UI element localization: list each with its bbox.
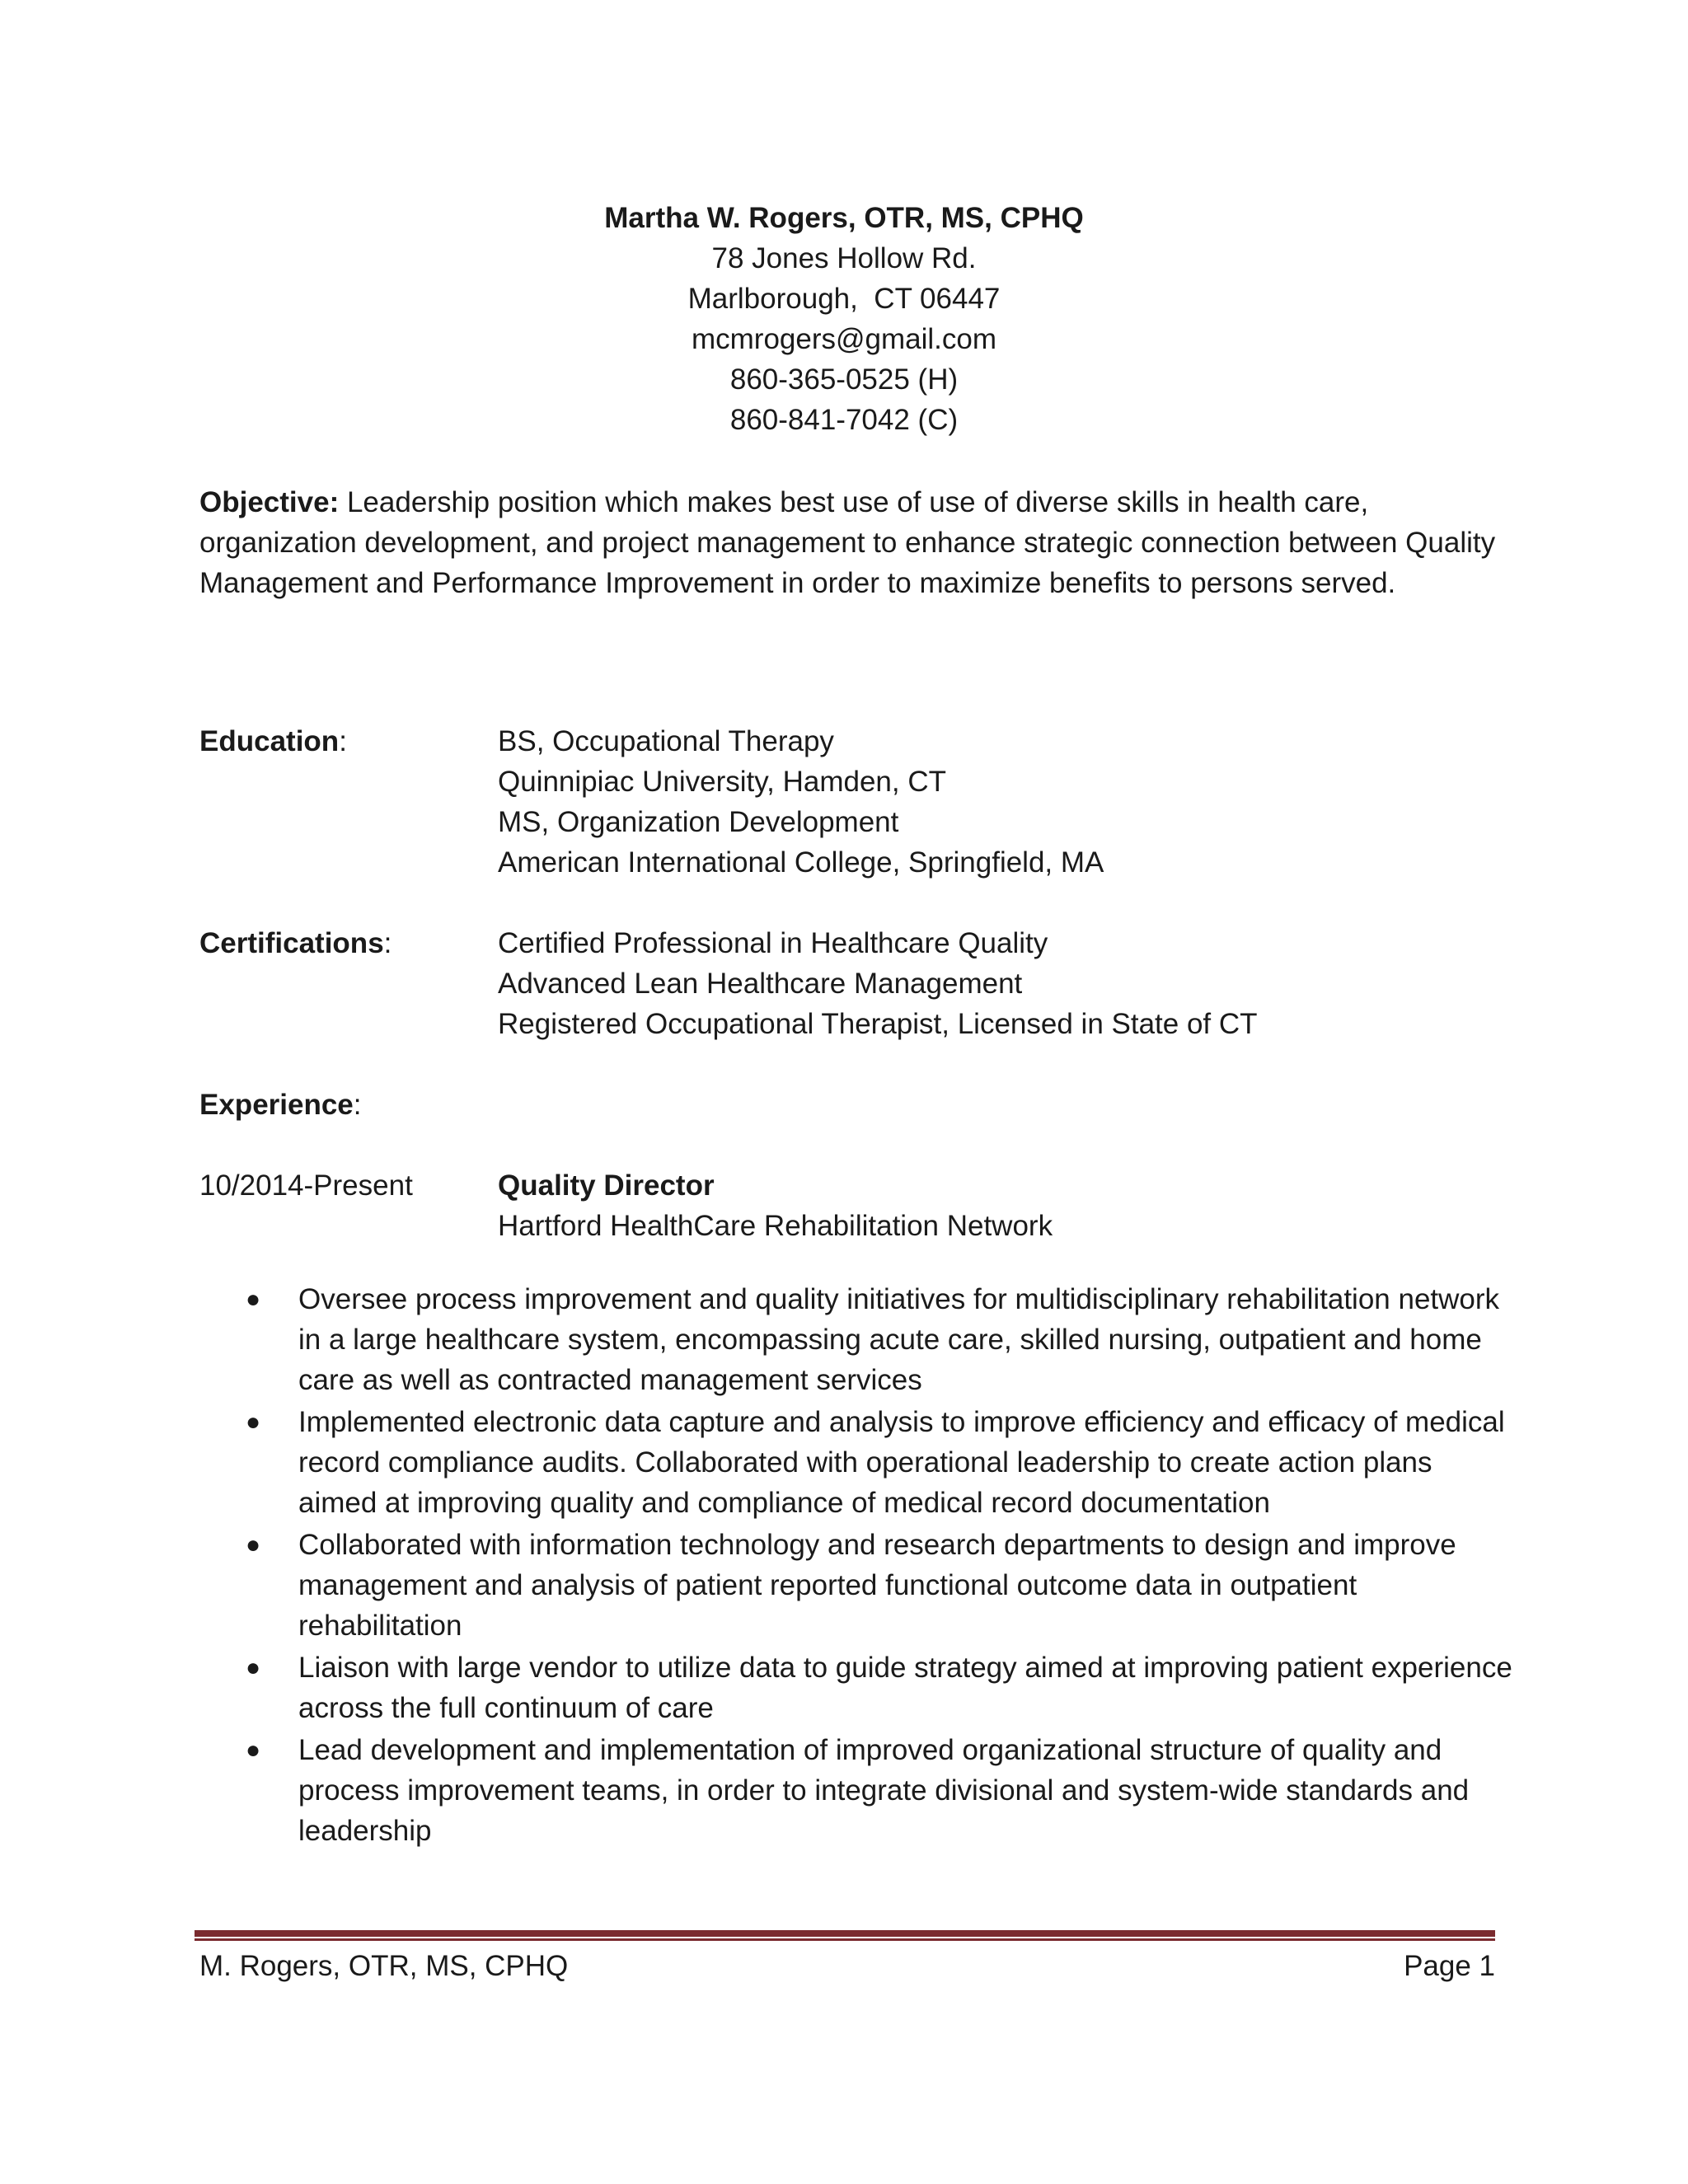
education-item: American International College, Springfield, MA — [498, 846, 1104, 879]
bullet-icon: ● — [246, 1531, 261, 1558]
objective-text: Leadership position which makes best use of use of diverse skills in health care, organization development, and project management to enhance strategic connection between Quality Management and Performance Improvement in order to maximize benefits to persons served. — [199, 486, 1496, 599]
education-item: MS, Organization Development — [498, 806, 899, 838]
list-item — [199, 1730, 1518, 1851]
job-employer: Hartford HealthCare Rehabilitation Network — [498, 1210, 1053, 1242]
certifications-heading — [199, 923, 392, 963]
candidate-name: Martha W. Rogers, OTR, MS, CPHQ — [604, 202, 1084, 234]
responsibility-text: Lead development and implementation of improved organizational structure of quality and process improvement teams, in order to integrate divisional and system-wide standards and leadership — [298, 1734, 1470, 1847]
responsibility-text: Collaborated with information technology and research departments to design and improve management and analysis of patient reported functional outcome data in outpatient rehabilitation — [298, 1529, 1456, 1642]
objective-section — [199, 482, 1498, 603]
footer-divider-thick — [195, 1930, 1495, 1937]
list-item — [199, 1647, 1518, 1728]
job-dates: 10/2014-Present — [199, 1169, 413, 1202]
bullet-icon: ● — [246, 1654, 261, 1681]
footer-divider-thin — [195, 1938, 1495, 1941]
objective-label: Objective: — [199, 486, 340, 518]
page-number: Page 1 — [1404, 1950, 1495, 1982]
certifications-colon: : — [383, 927, 392, 959]
job-title: Quality Director — [498, 1169, 715, 1202]
bullet-icon: ● — [246, 1286, 261, 1313]
list-item — [199, 1402, 1518, 1523]
responsibility-text: Implemented electronic data capture and analysis to improve efficiency and efficacy of medical record compliance audits. Collaborated with operational leadership to create action plans aimed at improving quality and compliance of medical record documentation — [298, 1406, 1505, 1519]
certification-item: Certified Professional in Healthcare Quality — [498, 927, 1048, 959]
list-item — [199, 1279, 1518, 1400]
bullet-icon: ● — [246, 1736, 261, 1764]
education-item: BS, Occupational Therapy — [498, 725, 834, 757]
email-address: mcmrogers@gmail.com — [691, 323, 997, 355]
responsibility-text: Liaison with large vendor to utilize data to guide strategy aimed at improving patient experience across the full continuum of care — [298, 1652, 1512, 1724]
education-item: Quinnipiac University, Hamden, CT — [498, 766, 946, 798]
education-heading — [199, 721, 347, 762]
job-details — [498, 1165, 1053, 1246]
cell-phone: 860-841-7042 (C) — [729, 404, 959, 436]
education-colon: : — [339, 725, 347, 757]
footer-divider — [195, 1930, 1495, 1941]
certifications-list — [498, 923, 1258, 1044]
street-address: 78 Jones Hollow Rd. — [711, 242, 977, 274]
education-section — [199, 721, 1518, 886]
certification-item: Advanced Lean Healthcare Management — [498, 968, 1023, 1000]
experience-colon: : — [353, 1089, 362, 1121]
certifications-label: Certifications — [199, 927, 384, 959]
job-responsibilities-list — [199, 1279, 1518, 1853]
job-entry — [199, 1165, 1518, 1248]
certification-item: Registered Occupational Therapist, Licensed in State of CT — [498, 1008, 1258, 1040]
experience-heading — [199, 1085, 362, 1125]
experience-label: Experience — [199, 1089, 354, 1121]
experience-section — [199, 1085, 1518, 1126]
home-phone: 860-365-0525 (H) — [729, 363, 959, 396]
certifications-section — [199, 923, 1518, 1047]
education-label: Education — [199, 725, 340, 757]
city-state-zip: Marlborough, CT 06447 — [687, 283, 1001, 315]
responsibility-text: Oversee process improvement and quality initiatives for multidisciplinary rehabilitation network in a large healthcare system, encompassing acute care, skilled nursing, outpatient and home care as well as contracted management services — [298, 1283, 1500, 1396]
education-list — [498, 721, 1104, 883]
footer-author: M. Rogers, OTR, MS, CPHQ — [199, 1950, 569, 1982]
contact-header — [0, 198, 1688, 440]
list-item — [199, 1525, 1518, 1646]
bullet-icon: ● — [246, 1408, 261, 1436]
